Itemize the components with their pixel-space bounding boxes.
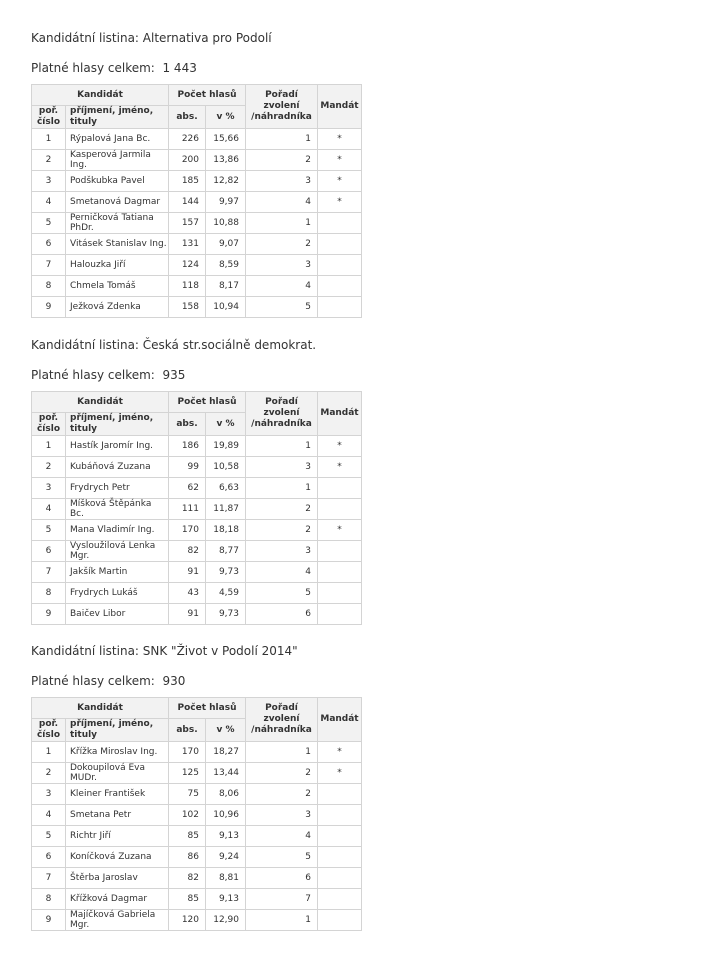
valid-votes-label: Platné hlasy celkem: — [31, 674, 155, 688]
mandat-value — [318, 478, 362, 499]
mandat-value: * — [318, 763, 362, 784]
poradi-value: 5 — [246, 583, 318, 604]
poradi-value: 2 — [246, 520, 318, 541]
mandat-value: * — [318, 129, 362, 150]
poradi-value: 5 — [246, 297, 318, 318]
list-title: Kandidátní listina: Česká str.sociálně demokrat. — [31, 338, 317, 352]
cislo-header-line2: číslo — [36, 730, 61, 740]
abs-header: abs. — [169, 413, 206, 436]
table-row — [32, 847, 362, 868]
pct-header: v % — [206, 106, 246, 129]
votes-pct: 9,24 — [206, 847, 246, 868]
votes-abs: 91 — [169, 604, 206, 625]
candidate-number: 7 — [32, 868, 66, 889]
votes-pct: 6,63 — [206, 478, 246, 499]
candidate-name: Kubáňová Zuzana — [66, 457, 169, 478]
mandat-value: * — [318, 436, 362, 457]
poradi-header — [246, 698, 318, 742]
candidate-number: 1 — [32, 436, 66, 457]
votes-pct: 18,27 — [206, 742, 246, 763]
mandat-value: * — [318, 192, 362, 213]
candidate-list-section — [31, 338, 362, 625]
votes-abs: 186 — [169, 436, 206, 457]
poradi-header-line1: Pořadí — [265, 397, 298, 407]
table-row — [32, 604, 362, 625]
poradi-value: 4 — [246, 562, 318, 583]
mandat-value — [318, 889, 362, 910]
candidate-number: 4 — [32, 805, 66, 826]
candidate-name: Perničková Tatiana PhDr. — [66, 213, 169, 234]
poradi-value: 1 — [246, 910, 318, 931]
votes-abs: 170 — [169, 742, 206, 763]
valid-votes-total — [31, 368, 362, 382]
table-row — [32, 171, 362, 192]
poradi-header — [246, 392, 318, 436]
candidate-name: Hastík Jaromír Ing. — [66, 436, 169, 457]
candidate-number: 1 — [32, 129, 66, 150]
pct-header: v % — [206, 719, 246, 742]
votes-pct: 8,06 — [206, 784, 246, 805]
table-row — [32, 868, 362, 889]
mandat-value: * — [318, 742, 362, 763]
poradi-header-line2: zvolení — [263, 408, 300, 418]
votes-abs: 131 — [169, 234, 206, 255]
mandat-value — [318, 826, 362, 847]
votes-pct: 12,82 — [206, 171, 246, 192]
candidate-number: 8 — [32, 889, 66, 910]
candidate-name: Koníčková Zuzana — [66, 847, 169, 868]
votes-pct: 13,86 — [206, 150, 246, 171]
votes-pct: 8,59 — [206, 255, 246, 276]
candidate-number: 9 — [32, 604, 66, 625]
votes-pct: 9,97 — [206, 192, 246, 213]
candidate-name: Dokoupilová Eva MUDr. — [66, 763, 169, 784]
votes-abs: 125 — [169, 763, 206, 784]
candidate-list-section — [31, 644, 362, 931]
votes-abs: 118 — [169, 276, 206, 297]
kandidat-header: Kandidát — [32, 85, 169, 106]
candidate-name: Ježková Zdenka — [66, 297, 169, 318]
poradi-header-line1: Pořadí — [265, 90, 298, 100]
poradi-value: 7 — [246, 889, 318, 910]
mandat-value — [318, 910, 362, 931]
valid-votes-value: 930 — [162, 674, 186, 688]
votes-pct: 8,17 — [206, 276, 246, 297]
kandidat-header: Kandidát — [32, 698, 169, 719]
candidate-number: 3 — [32, 784, 66, 805]
table-row — [32, 826, 362, 847]
table-row — [32, 129, 362, 150]
poradi-value: 2 — [246, 150, 318, 171]
candidate-name: Podškubka Pavel — [66, 171, 169, 192]
votes-abs: 226 — [169, 129, 206, 150]
table-row — [32, 436, 362, 457]
poradi-value: 4 — [246, 276, 318, 297]
poradi-value: 5 — [246, 847, 318, 868]
candidate-number: 9 — [32, 297, 66, 318]
candidate-name: Kasperová Jarmila Ing. — [66, 150, 169, 171]
poradi-value: 1 — [246, 742, 318, 763]
votes-pct: 9,73 — [206, 604, 246, 625]
votes-abs: 144 — [169, 192, 206, 213]
table-row — [32, 213, 362, 234]
candidate-number: 3 — [32, 171, 66, 192]
table-row — [32, 520, 362, 541]
cislo-header — [32, 719, 66, 742]
poradi-value: 2 — [246, 763, 318, 784]
votes-abs: 82 — [169, 868, 206, 889]
table-row — [32, 562, 362, 583]
poradi-value: 1 — [246, 436, 318, 457]
candidate-name: Smetanová Dagmar — [66, 192, 169, 213]
table-row — [32, 805, 362, 826]
votes-pct: 9,07 — [206, 234, 246, 255]
results-table — [31, 697, 362, 931]
mandat-value — [318, 784, 362, 805]
valid-votes-value: 1 443 — [162, 61, 197, 75]
votes-pct: 9,13 — [206, 826, 246, 847]
candidate-name: Mana Vladimír Ing. — [66, 520, 169, 541]
mandat-header: Mandát — [318, 85, 362, 129]
candidate-number: 8 — [32, 583, 66, 604]
votes-pct: 10,96 — [206, 805, 246, 826]
candidate-name: Křížková Dagmar — [66, 889, 169, 910]
cislo-header-line2: číslo — [36, 424, 61, 434]
poradi-header-line3: /náhradníka — [251, 112, 312, 122]
poradi-header-line2: zvolení — [263, 101, 300, 111]
abs-header: abs. — [169, 106, 206, 129]
candidate-number: 8 — [32, 276, 66, 297]
pocet-hlasu-header: Počet hlasů — [169, 392, 246, 413]
poradi-header-line3: /náhradníka — [251, 419, 312, 429]
poradi-value: 3 — [246, 255, 318, 276]
candidate-name: Štěrba Jaroslav — [66, 868, 169, 889]
table-row — [32, 583, 362, 604]
votes-abs: 85 — [169, 826, 206, 847]
candidate-name: Křížka Miroslav Ing. — [66, 742, 169, 763]
poradi-value: 4 — [246, 826, 318, 847]
votes-abs: 120 — [169, 910, 206, 931]
mandat-value — [318, 499, 362, 520]
table-row — [32, 276, 362, 297]
mandat-header: Mandát — [318, 392, 362, 436]
mandat-value — [318, 213, 362, 234]
cislo-header-line2: číslo — [36, 117, 61, 127]
cislo-header-line1: poř. — [38, 106, 59, 116]
poradi-value: 2 — [246, 499, 318, 520]
candidate-number: 6 — [32, 234, 66, 255]
table-row — [32, 763, 362, 784]
cislo-header-line1: poř. — [38, 719, 59, 729]
votes-abs: 82 — [169, 541, 206, 562]
votes-pct: 11,87 — [206, 499, 246, 520]
mandat-value — [318, 847, 362, 868]
candidate-name: Jakšík Martin — [66, 562, 169, 583]
table-row — [32, 478, 362, 499]
candidate-number: 7 — [32, 255, 66, 276]
list-title: Kandidátní listina: Alternativa pro Podolí — [31, 31, 272, 45]
mandat-value — [318, 297, 362, 318]
table-row — [32, 910, 362, 931]
votes-pct: 13,44 — [206, 763, 246, 784]
votes-pct: 15,66 — [206, 129, 246, 150]
candidate-number: 3 — [32, 478, 66, 499]
votes-pct: 8,77 — [206, 541, 246, 562]
mandat-value — [318, 234, 362, 255]
votes-pct: 18,18 — [206, 520, 246, 541]
candidate-number: 6 — [32, 541, 66, 562]
poradi-value: 1 — [246, 478, 318, 499]
poradi-header — [246, 85, 318, 129]
valid-votes-value: 935 — [162, 368, 186, 382]
candidate-name: Frydrych Lukáš — [66, 583, 169, 604]
poradi-header-line2: zvolení — [263, 714, 300, 724]
poradi-value: 3 — [246, 457, 318, 478]
mandat-value — [318, 805, 362, 826]
candidate-number: 1 — [32, 742, 66, 763]
name-header: příjmení, jméno, tituly — [66, 106, 169, 129]
valid-votes-label: Platné hlasy celkem: — [31, 368, 155, 382]
mandat-value — [318, 541, 362, 562]
votes-abs: 124 — [169, 255, 206, 276]
candidate-number: 5 — [32, 213, 66, 234]
poradi-value: 1 — [246, 129, 318, 150]
votes-pct: 9,73 — [206, 562, 246, 583]
votes-pct: 9,13 — [206, 889, 246, 910]
mandat-value — [318, 276, 362, 297]
poradi-value: 2 — [246, 784, 318, 805]
name-header: příjmení, jméno, tituly — [66, 719, 169, 742]
pocet-hlasu-header: Počet hlasů — [169, 698, 246, 719]
votes-abs: 200 — [169, 150, 206, 171]
poradi-header-line3: /náhradníka — [251, 725, 312, 735]
mandat-value: * — [318, 171, 362, 192]
name-header: příjmení, jméno, tituly — [66, 413, 169, 436]
candidate-name: Halouzka Jiří — [66, 255, 169, 276]
votes-pct: 10,94 — [206, 297, 246, 318]
votes-abs: 62 — [169, 478, 206, 499]
candidate-number: 7 — [32, 562, 66, 583]
votes-pct: 19,89 — [206, 436, 246, 457]
votes-abs: 99 — [169, 457, 206, 478]
candidate-number: 2 — [32, 457, 66, 478]
votes-pct: 10,88 — [206, 213, 246, 234]
mandat-value — [318, 868, 362, 889]
table-row — [32, 255, 362, 276]
mandat-value — [318, 255, 362, 276]
candidate-name: Smetana Petr — [66, 805, 169, 826]
poradi-value: 3 — [246, 171, 318, 192]
candidate-name: Kleiner František — [66, 784, 169, 805]
candidate-number: 9 — [32, 910, 66, 931]
mandat-value: * — [318, 150, 362, 171]
candidate-number: 2 — [32, 763, 66, 784]
table-row — [32, 150, 362, 171]
table-row — [32, 742, 362, 763]
mandat-value — [318, 604, 362, 625]
cislo-header — [32, 413, 66, 436]
pct-header: v % — [206, 413, 246, 436]
table-row — [32, 192, 362, 213]
table-row — [32, 541, 362, 562]
candidate-number: 5 — [32, 520, 66, 541]
votes-abs: 111 — [169, 499, 206, 520]
candidate-name: Míšková Štěpánka Bc. — [66, 499, 169, 520]
valid-votes-label: Platné hlasy celkem: — [31, 61, 155, 75]
valid-votes-total — [31, 61, 362, 75]
kandidat-header: Kandidát — [32, 392, 169, 413]
poradi-value: 4 — [246, 192, 318, 213]
votes-pct: 12,90 — [206, 910, 246, 931]
candidate-name: Richtr Jiří — [66, 826, 169, 847]
mandat-value — [318, 562, 362, 583]
valid-votes-total — [31, 674, 362, 688]
votes-pct: 10,58 — [206, 457, 246, 478]
votes-abs: 75 — [169, 784, 206, 805]
votes-abs: 158 — [169, 297, 206, 318]
votes-abs: 102 — [169, 805, 206, 826]
poradi-value: 3 — [246, 541, 318, 562]
mandat-value: * — [318, 457, 362, 478]
candidate-number: 5 — [32, 826, 66, 847]
mandat-header: Mandát — [318, 698, 362, 742]
candidate-name: Baičev Libor — [66, 604, 169, 625]
poradi-value: 6 — [246, 868, 318, 889]
poradi-value: 6 — [246, 604, 318, 625]
table-row — [32, 784, 362, 805]
candidate-list-section — [31, 31, 362, 318]
cislo-header-line1: poř. — [38, 413, 59, 423]
poradi-value: 1 — [246, 213, 318, 234]
poradi-value: 2 — [246, 234, 318, 255]
votes-abs: 157 — [169, 213, 206, 234]
pocet-hlasu-header: Počet hlasů — [169, 85, 246, 106]
candidate-name: Chmela Tomáš — [66, 276, 169, 297]
cislo-header — [32, 106, 66, 129]
list-title: Kandidátní listina: SNK "Život v Podolí 2014" — [31, 644, 298, 658]
votes-abs: 85 — [169, 889, 206, 910]
abs-header: abs. — [169, 719, 206, 742]
table-row — [32, 457, 362, 478]
votes-pct: 8,81 — [206, 868, 246, 889]
votes-abs: 43 — [169, 583, 206, 604]
results-table — [31, 84, 362, 318]
votes-pct: 4,59 — [206, 583, 246, 604]
table-row — [32, 889, 362, 910]
candidate-name: Vitásek Stanislav Ing. — [66, 234, 169, 255]
candidate-name: Majíčková Gabriela Mgr. — [66, 910, 169, 931]
candidate-number: 2 — [32, 150, 66, 171]
poradi-value: 3 — [246, 805, 318, 826]
table-row — [32, 234, 362, 255]
votes-abs: 86 — [169, 847, 206, 868]
candidate-number: 4 — [32, 192, 66, 213]
votes-abs: 170 — [169, 520, 206, 541]
candidate-name: Vysloužilová Lenka Mgr. — [66, 541, 169, 562]
candidate-name: Frydrych Petr — [66, 478, 169, 499]
poradi-header-line1: Pořadí — [265, 703, 298, 713]
candidate-number: 4 — [32, 499, 66, 520]
votes-abs: 185 — [169, 171, 206, 192]
candidate-number: 6 — [32, 847, 66, 868]
table-row — [32, 499, 362, 520]
mandat-value — [318, 583, 362, 604]
table-row — [32, 297, 362, 318]
candidate-name: Rýpalová Jana Bc. — [66, 129, 169, 150]
mandat-value: * — [318, 520, 362, 541]
votes-abs: 91 — [169, 562, 206, 583]
results-table — [31, 391, 362, 625]
